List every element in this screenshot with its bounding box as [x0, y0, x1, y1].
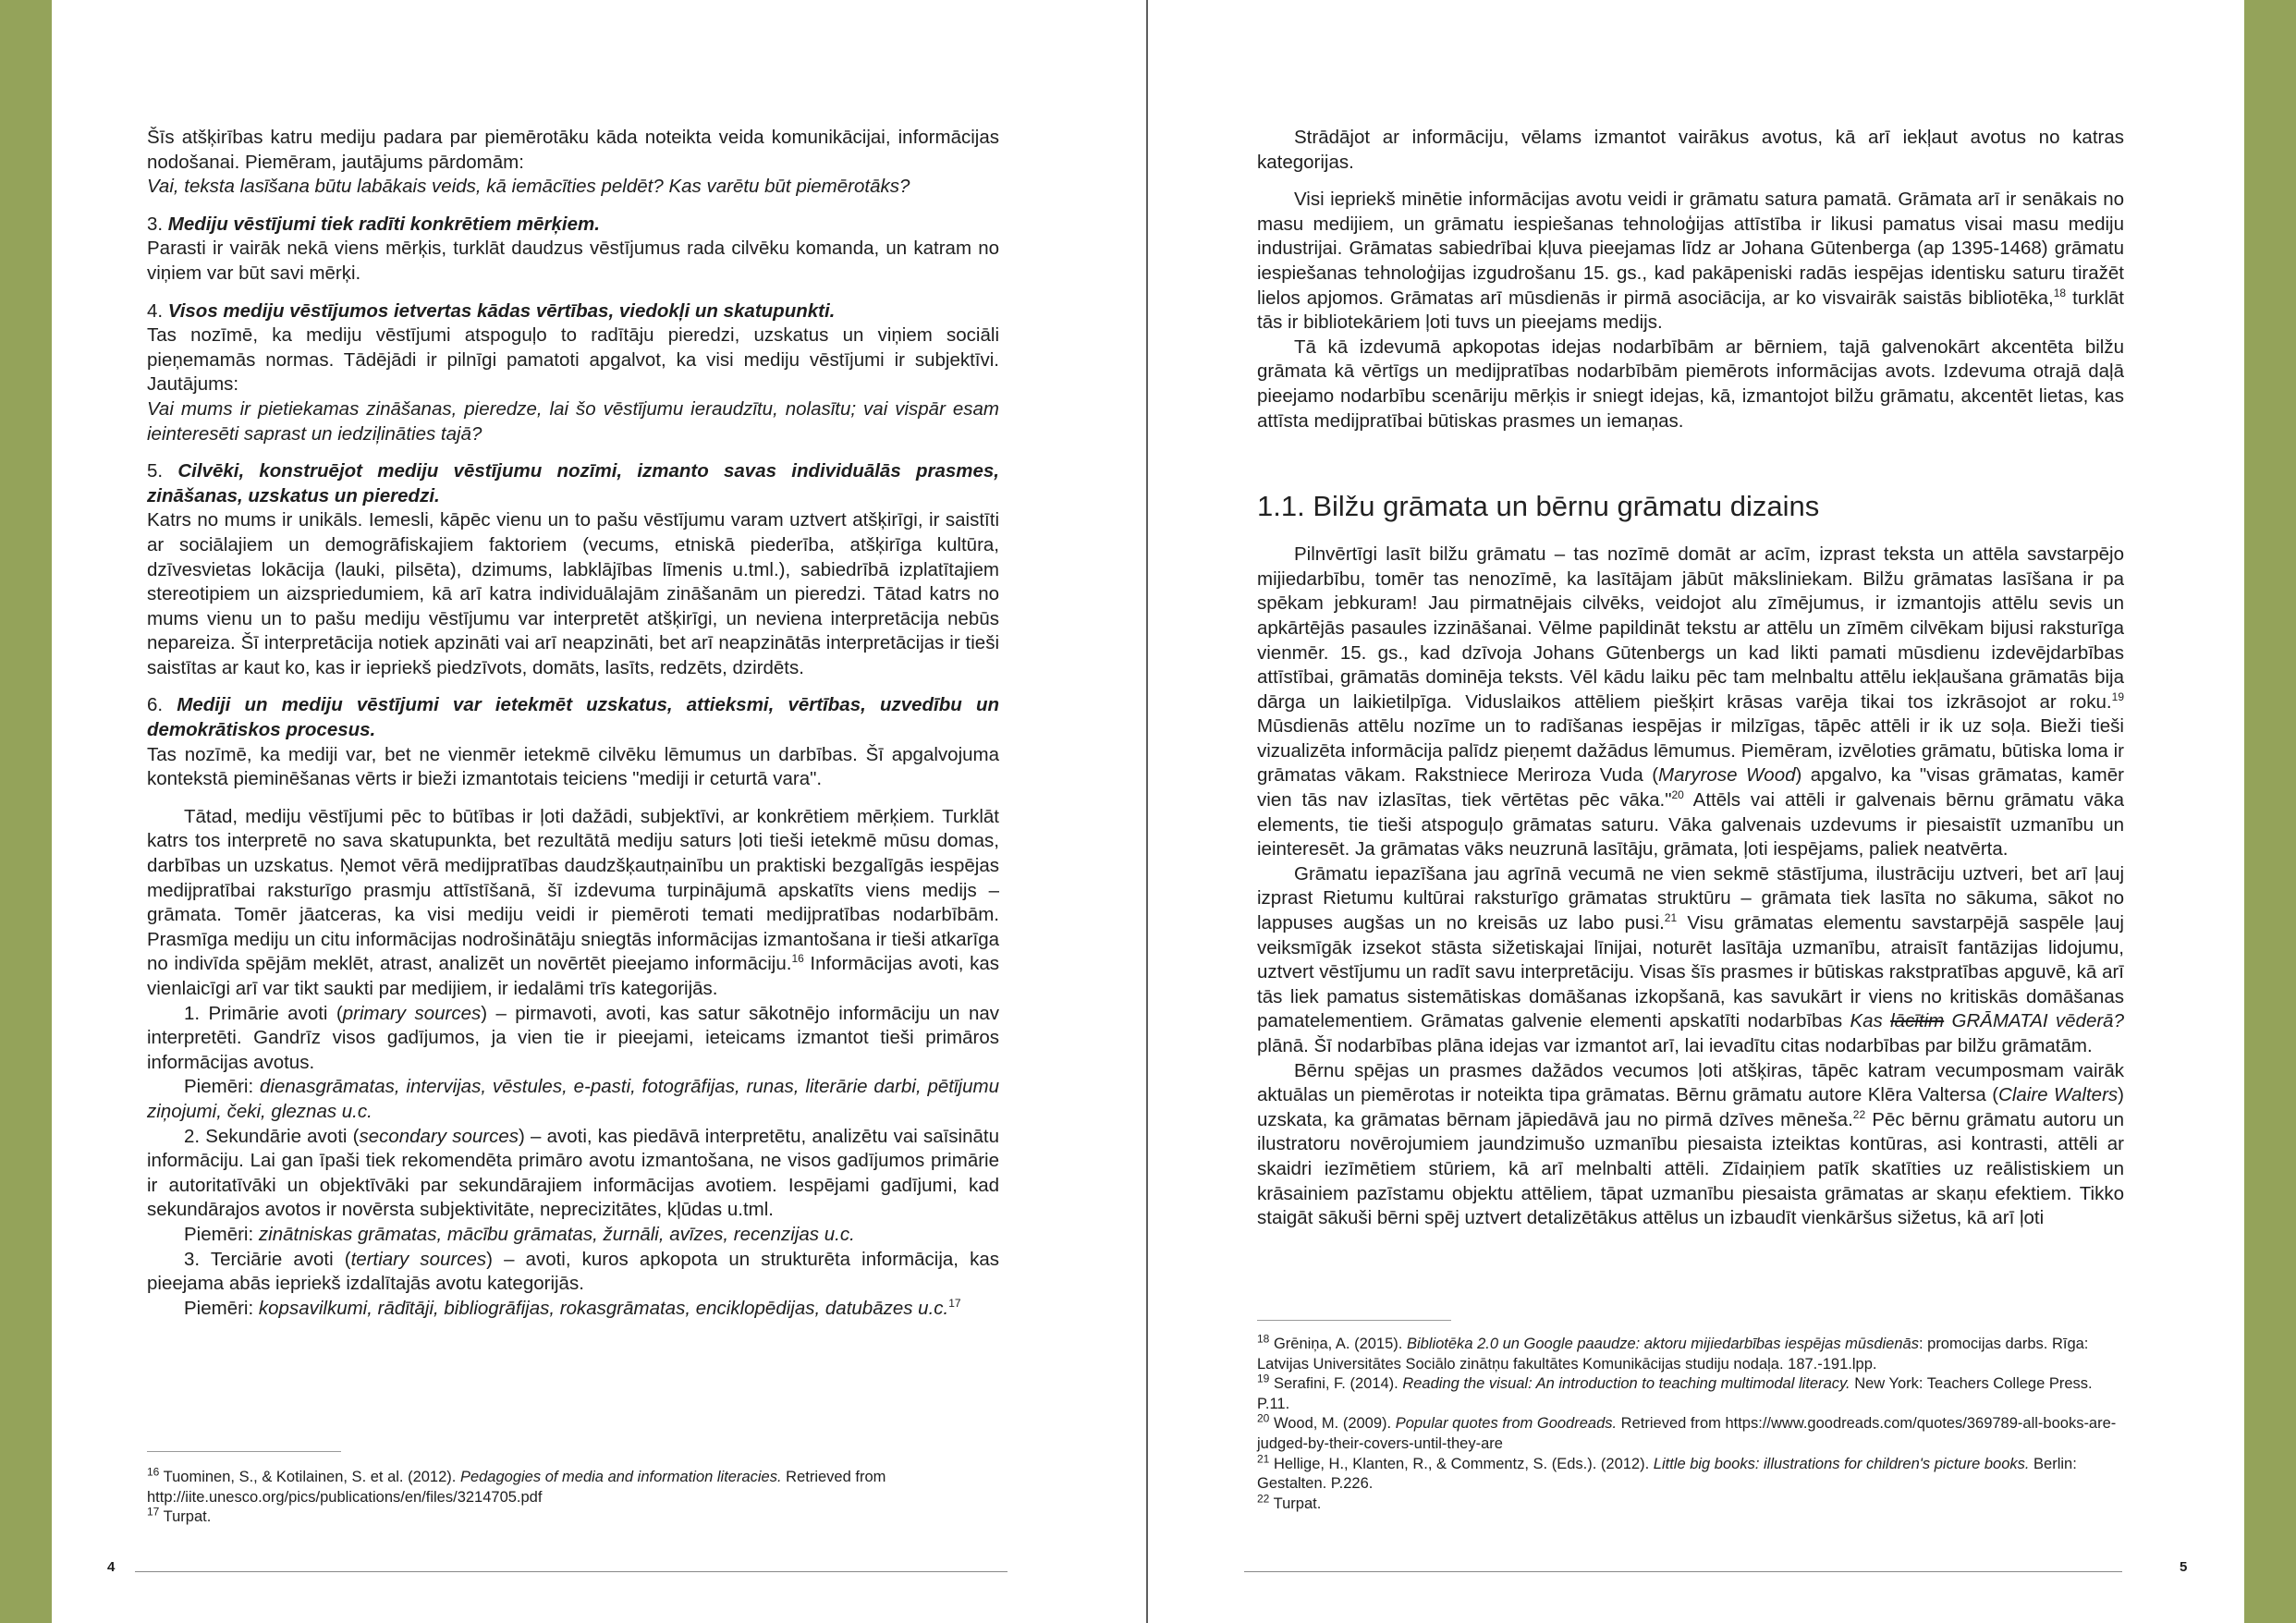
paragraph-text: Grāmatu iepazīšana jau agrīnā vecumā ne vien sekmē stāstījuma, ilustrāciju uztveri, bet arī ļauj izprast Rietumu kultūrai raksturīgo grāmatas struktūru – grāmata tiek lasīta no sākuma, sākot no lappuses augšas un no kreisās uz labo pusi.	[1257, 862, 2124, 934]
paragraph-text: plānā. Šī nodarbības plāna idejas var izmantot arī, lai ievadītu citas nodarbības par bilžu grāmatām.	[1257, 1035, 2093, 1056]
paragraph-text: Visi iepriekš minētie informācijas avotu veidi ir grāmatu satura pamatā. Grāmata arī ir senākais no masu medijiem, un grāmatu iespiešanas tehnoloģijas attīstība ir likusi pamatus visai masu mediju industrijai. Grāmatas sabiedrībai kļuva pieejamas līdz ar Johana Gūtenberga (ap 1395-1468) grāmatu iespiešanas tehnoloģijas izgudrošanu 15. gs., kad pakāpeniski radās iespējas identisku saturu tiražēt lielos apjomos. Grāmatas arī mūsdienās ir pirmā asociācija, ar ko visvairāk saistās bibliotēka,	[1257, 189, 2124, 309]
author-name: Maryrose Wood	[1658, 764, 1796, 787]
footnote-text: Retrieved from http://iite.unesco.org/pics/publications/en/files/3214705.pdf	[147, 1469, 886, 1506]
paragraph-text: Pēc bērnu grāmatu autoru un ilustratoru novērojumiem jaundzimušo uzmanību piesaista izteiktas kontūras, asi kontrasti, attēli ar skaidri iezīmētiem stūriem, kā arī melnbalti attēli. Zīdaiņiem patīk skatīties uz reālistiskiem un krāsainiem pazīstamu objektu attēliem, tāpat uzmanību piesaista grāmatas ar skaņu efektiem. Tikko staigāt sākuši bērni spēj uztvert detalizētākus attēlus un izbaudīt vienkāršus sižetus, kā arī ļoti	[1257, 1108, 2125, 1229]
footnote-text: Retrieved from https://www.goodreads.com/quotes/369789-all-books-are-judged-by-their-covers-until-they-are	[1257, 1415, 2117, 1452]
footnote-text: Tuominen, S., & Kotilainen, S. et al. (2012).	[159, 1469, 460, 1485]
paragraph-text: Attēls vai attēli ir galvenais bērnu grāmatu vāka elements, tie tieši atspoguļo grāmatas saturu. Vāka galvenais uzdevums ir piesaistīt uzmanību un ieinteresēt. Ja grāmatas vāks neuzrunā lasītāju, grāmata, ļoti iespējams, paliek neatvērta.	[1257, 789, 2124, 860]
paragraph-text: ) uzskata, ka grāmatas bērnam jāpiedāvā jau no pirmā dzīves mēneša.	[1257, 1084, 2124, 1130]
footnote-text: Turpat.	[159, 1508, 212, 1526]
right-page	[1148, 0, 2244, 1623]
footnote-number: 20	[1257, 1411, 1270, 1425]
left-footnotes	[147, 1465, 999, 1528]
intro-question: Vai, teksta lasīšana būtu labākais veids, kā iemācīties peldēt? Kas varētu būt piemērotāks?	[147, 176, 910, 198]
footnote-18	[1257, 1332, 2124, 1374]
examples-text: dienasgrāmatas, intervijas, vēstules, e-pasti, fotogrāfijas, runas, literārie darbi, pētījumu ziņojumi, čeki, gleznas u.c.	[147, 1076, 999, 1122]
footnote-ref: 22	[1852, 1107, 1866, 1121]
source-term: tertiary sources	[350, 1248, 487, 1270]
paragraph-books-history	[1257, 188, 2124, 336]
source-secondary	[147, 1125, 999, 1223]
list-item-6	[147, 693, 999, 791]
item-text: Parasti ir vairāk nekā viens mērķis, turklāt daudzus vēstījumus rada cilvēku komanda, un katram no viņiem var būt savi mērķi.	[147, 238, 999, 284]
left-page-body	[147, 126, 999, 1321]
footnote-21	[1257, 1452, 2124, 1495]
footnote-19	[1257, 1374, 2124, 1414]
page-number: 5	[2180, 1559, 2188, 1575]
paragraph-text: Pilnvērtīgi lasīt bilžu grāmatu – tas nozīmē domāt ar acīm, izprast teksta un attēla savstarpējo mijiedarbību, tomēr tas nenozīmē, ka lasītājam jābūt māksliniekam. Bilžu grāmatas lasīšana ir pa spēkam jebkuram! Jau pirmatnējais cilvēks, veidojot alu zīmējumus, ir izmantojis attēlu sevis un apkārtējās pasaules izzināšanai. Vēlme papildināt tekstu ar attēlu un zīmēm cilvēkam bijusi raksturīga vienmēr. 15. gs., kad dzīvoja Johans Gūtenbergs un kad likti pamati mūsdienu izdevējdarbības attīstībai, grāmatās dominēja teksts. Vēl kādu laiku pēc tam melnbaltu attēlu iekļaušana grāmatās bija dārga un laikietilpīga. Viduslaikos attēliem piešķirt krāsas varēja tikai tos izkrāsojot ar roku.	[1257, 543, 2124, 713]
source-text: 2. Sekundārie avoti (	[184, 1125, 360, 1147]
footnote-number: 22	[1257, 1492, 1270, 1506]
item-text: Tas nozīmē, ka mediji var, bet ne vienmēr ietekmē cilvēku lēmumus un darbības. Šī apgalvojuma kontekstā pieminēšanas vērts ir bieži izmantotais teiciens "mediji ir ceturtā vara".	[147, 743, 999, 790]
paragraph-text: ) apgalvo, ka "visas grāmatas, kamēr vien tās nav izlasītas, tiek vērtētas pēc vāka."	[1257, 764, 2124, 812]
section-heading: 1.1. Bilžu grāmata un bērnu grāmatu dizains	[1257, 490, 1820, 523]
footnote-title: Reading the visual: An introduction to teaching multimodal literacy.	[1402, 1375, 1850, 1393]
footnote-ref: 16	[791, 952, 804, 966]
paragraph-sources-use: Strādājot ar informāciju, vēlams izmantot vairākus avotus, kā arī iekļaut avotus no katras kategorijas.	[1257, 127, 2124, 173]
paragraph-text: Bērnu spējas un prasmes dažādos vecumos ļoti atšķiras, tāpēc katram vecumposmam vairāk aktuālas un piemērotas ir noteikta tipa grāmatas. Bērnu grāmatu autore Klēra Valtersa (	[1257, 1059, 2124, 1106]
footnote-20	[1257, 1411, 2124, 1454]
source-primary	[147, 1002, 999, 1076]
paragraph-text: Mūsdienās attēlu nozīme un to radīšanas iespējas ir milzīgas, tāpēc attēli ir ik uz soļa. Bieži tieši vizualizēta informācija palīdz pieņemt dažādus lēmumus. Piemēram, izvēloties grāmatu, būtiska loma ir grāmatas vākam. Rakstniece Meriroza Vuda (	[1257, 715, 2124, 787]
paragraph-text: turklāt tās ir bibliotekāriem ļoti tuvs un pieejams medijs.	[1257, 287, 2124, 334]
intro-text: Šīs atšķirības katru mediju padara par piemērotāku kāda noteikta veida komunikācijai, informācijas nodošanai. Piemēram, jautājums pārdomām:	[147, 127, 999, 173]
footnote-separator	[147, 1451, 341, 1452]
footnote-number: 19	[1257, 1372, 1270, 1385]
source-secondary-examples	[147, 1223, 999, 1248]
page-number: 4	[107, 1559, 116, 1575]
lesson-title-strike: lācītim	[1890, 1010, 1945, 1032]
footnote-number: 17	[147, 1505, 160, 1519]
list-item-3	[147, 213, 999, 287]
source-text: 3. Terciārie avoti (	[184, 1248, 351, 1270]
list-item-4	[147, 299, 999, 447]
item-number: 5.	[147, 460, 178, 482]
footnote-title: Little big books: illustrations for children's picture books.	[1653, 1455, 2030, 1472]
source-term: primary sources	[342, 1002, 482, 1024]
source-text: 1. Primārie avoti (	[184, 1002, 343, 1024]
author-name: Claire Walters	[1998, 1084, 2119, 1106]
footnote-ref: 19	[2111, 689, 2124, 703]
footnote-16	[147, 1465, 999, 1507]
item-text: Katrs no mums ir unikāls. Iemesli, kāpēc vienu un to pašu vēstījumu varam uztvert atšķirīgi, ir saistīti ar sociālajiem un demogrāfiskajiem faktoriem (vecums, etniskā piederība, atšķirīga kultūra, dzīvesvietas lokācija (lauki, pilsēta), dzimums, labklājības līmenis u.tml.), sabiedrībā izplatītajiem stereotipiem un aizspriedumiem, kā arī katra individuālajām zināšanām un pieredzi. Tātad katrs no mums vienu un to pašu mediju vēstījumu var interpretēt atšķirīgi, un neviena interpretācija nebūs nepareiza. Šī interpretācija notiek apzināti vai arī neapzināti, bet arī neapzinātās interpretācijas ir tieši saistītas ar kaut ko, kas ir iepriekš piedzīvots, domāts, lasīts, redzēts, dzirdēts.	[147, 509, 999, 678]
left-page	[52, 0, 1146, 1623]
summary-paragraph	[147, 805, 999, 1002]
paragraph-book-structure	[1257, 862, 2124, 1059]
item-text: Tas nozīmē, ka mediju vēstījumi atspoguļo to radītāju pieredzi, uzskatus un viņiem sociāli pieņemamās normas. Tādējādi ir pilnīgi pamatoti apgalvot, ka visi mediju vēstījumi ir subjektīvi. Jautājums:	[147, 324, 999, 396]
summary-text: Tātad, mediju vēstījumi pēc to būtības ir ļoti dažādi, subjektīvi, ar konkrētiem mērķiem. Turklāt katrs tos interpretē no sava skatupunkta, bet rezultātā mediju saturs ļoti tieši ietekmē mūsu domas, darbības un uzskatus. Ņemot vērā medijpratības daudzšķautņainību un praktiski bezgalīgās iespējas medijpratībai raksturīgo prasmju attīstīšanā, šī izdevuma turpinājumā apskatīts viens medijs – grāmata. Tomēr jāatceras, ka visi mediju veidi ir piemēroti temati medijpratības nodarbībām. Prasmīga mediju un citu informācijas nodrošinātāju sniegtās informācijas izmantošana ir tieši atkarīga no indivīda spējām meklēt, atrast, analizēt un novērtēt pieejamo informāciju.	[147, 805, 999, 975]
right-page-body	[1257, 126, 2124, 1231]
item-heading: Mediju vēstījumi tiek radīti konkrētiem mērķiem.	[167, 213, 600, 235]
examples-label: Piemēri:	[184, 1223, 259, 1245]
footnote-title: Popular quotes from Goodreads.	[1395, 1415, 1618, 1433]
lesson-title: GRĀMATAI vēderā?	[1944, 1010, 2124, 1032]
source-term: secondary sources	[359, 1125, 519, 1147]
paragraph-picture-books: Tā kā izdevumā apkopotas idejas nodarbībām ar bērniem, tajā galvenokārt akcentēta bilžu grāmata kā vērtīgs un medijpratības nodarbībām piemērots informācijas avots. Izdevuma otrajā daļā pieejamo nodarbību scenāriju mērķis ir sniegt idejas, kā, izmantojot bilžu grāmatu, akcentēt lietas, kas attīsta medijpratībai būtiskas prasmes un iemaņas.	[1257, 336, 2124, 432]
footnote-text: Turpat.	[1269, 1495, 1322, 1512]
right-footnotes	[1257, 1332, 2124, 1514]
footnote-text: Berlin: Gestalten. P.226.	[1257, 1455, 2077, 1493]
footnote-number: 16	[147, 1465, 160, 1479]
lesson-title: Kas	[1850, 1010, 1891, 1032]
intro-paragraph	[147, 126, 999, 200]
item-number: 4.	[147, 299, 168, 322]
source-tertiary-examples	[147, 1297, 999, 1322]
left-green-margin-bar	[0, 0, 52, 1623]
examples-label: Piemēri:	[184, 1076, 261, 1098]
footnote-text: Wood, M. (2009).	[1269, 1415, 1396, 1433]
footnote-ref: 20	[1671, 788, 1684, 802]
footnote-title: Pedagogies of media and information literacies.	[459, 1469, 782, 1485]
footnote-ref: 17	[948, 1296, 961, 1310]
footnote-text: Hellige, H., Klanten, R., & Commentz, S. (Eds.). (2012).	[1269, 1455, 1654, 1472]
footnote-ref: 18	[2053, 286, 2067, 299]
source-text: ) – avoti, kas piedāvā interpretētu, analizētu vai saīsinātu informāciju. Lai gan īpaši tiek rekomendēta primāro avotu izmantošana, ne visos gadījumos primārie ir autoritatīvāki un objektīvāki par sekundārajiem informācijas avotiem. Iespējami gadījumi, kad sekundārajos avotos ir novērsta subjektivitāte, neprecizitātes, kļūdas u.tml.	[147, 1125, 1000, 1221]
item-heading: Cilvēki, konstruējot mediju vēstījumu nozīmi, izmanto savas individuālās prasmes, zināšanas, uzskatus un pieredzi.	[147, 460, 999, 506]
examples-label: Piemēri:	[184, 1297, 259, 1319]
right-green-margin-bar	[2244, 0, 2296, 1623]
item-number: 3.	[147, 213, 168, 235]
footer-rule	[135, 1571, 1008, 1572]
footnote-text: : promocijas darbs. Rīga: Latvijas Universitātes Sociālo zinātņu fakultātes Komunikācijas studiju nodaļa. 187.-191.lpp.	[1257, 1336, 2089, 1373]
footnote-text: New York: Teachers College Press. P.11.	[1257, 1375, 2093, 1412]
footnote-separator	[1257, 1320, 1451, 1321]
footnote-text: Serafini, F. (2014).	[1269, 1375, 1403, 1393]
footnote-title: Bibliotēka 2.0 un Google paaudze: aktoru mijiedarbības iespējas mūsdienās	[1406, 1336, 1919, 1352]
footnote-17	[147, 1507, 999, 1528]
paragraph-text: Visu grāmatas elementu savstarpējā saspēle ļauj veiksmīgāk izsekot stāsta sižetiskajai līnijai, noturēt lasītāja uzmanību, atraisīt fantāzijas lidojumu, uztvert vēstījumu un radīt savu interpretāciju. Visas šīs prasmes ir būtiskas rakstpratības apguvē, kā arī tās liek pamatus sistemātiskas domāšanas izkopšanā, kas savukārt ir viens no kritiskās domāšanas pamatelementiem. Grāmatas galvenie elementi apskatīti nodarbības	[1257, 912, 2124, 1032]
footnote-ref: 21	[1664, 911, 1678, 925]
summary-text-end: Informācijas avoti, kas vienlaicīgi arī var tikt saukti par medijiem, ir iedalāmi trīs kategorijās.	[147, 953, 999, 999]
footnote-number: 18	[1257, 1332, 1270, 1346]
item-question: Vai mums ir pietiekamas zināšanas, pieredze, lai šo vēstījumu ieraudzītu, nolasītu; vai vispār esam ieinteresēti saprast un iedziļināties tajā?	[147, 397, 999, 445]
footnote-text: Grēniņa, A. (2015).	[1269, 1336, 1407, 1352]
paragraph-children-ages	[1257, 1059, 2124, 1231]
examples-text: kopsavilkumi, rādītāji, bibliogrāfijas, rokasgrāmatas, enciklopēdijas, datubāzes u.c.	[258, 1297, 949, 1319]
examples-text: zinātniskas grāmatas, mācību grāmatas, žurnāli, avīzes, recenzijas u.c.	[258, 1223, 855, 1245]
source-primary-examples	[147, 1075, 999, 1124]
item-heading: Visos mediju vēstījumos ietvertas kādas vērtības, viedokļi un skatupunkti.	[167, 299, 836, 322]
footer-rule	[1244, 1571, 2122, 1572]
item-number: 6.	[147, 694, 177, 716]
source-text: ) – pirmavoti, avoti, kas satur sākotnējo informāciju un nav interpretēti. Gandrīz visos gadījumos, ja vien tie ir pieejami, ieteicams izmantot tieši primāros informācijas avotus.	[147, 1002, 1000, 1073]
item-heading: Mediji un mediju vēstījumi var ietekmēt uzskatus, attieksmi, vērtības, uzvedību un demokrātiskos procesus.	[147, 694, 999, 741]
paragraph-reading-pictures	[1257, 543, 2124, 862]
footnote-22	[1257, 1492, 2124, 1515]
list-item-5	[147, 459, 999, 680]
source-text: ) – avoti, kuros apkopota un strukturēta informācija, kas pieejama abās iepriekš izdalītajās avotu kategorijās.	[147, 1248, 999, 1295]
source-tertiary	[147, 1248, 999, 1297]
footnote-number: 21	[1257, 1452, 1270, 1466]
